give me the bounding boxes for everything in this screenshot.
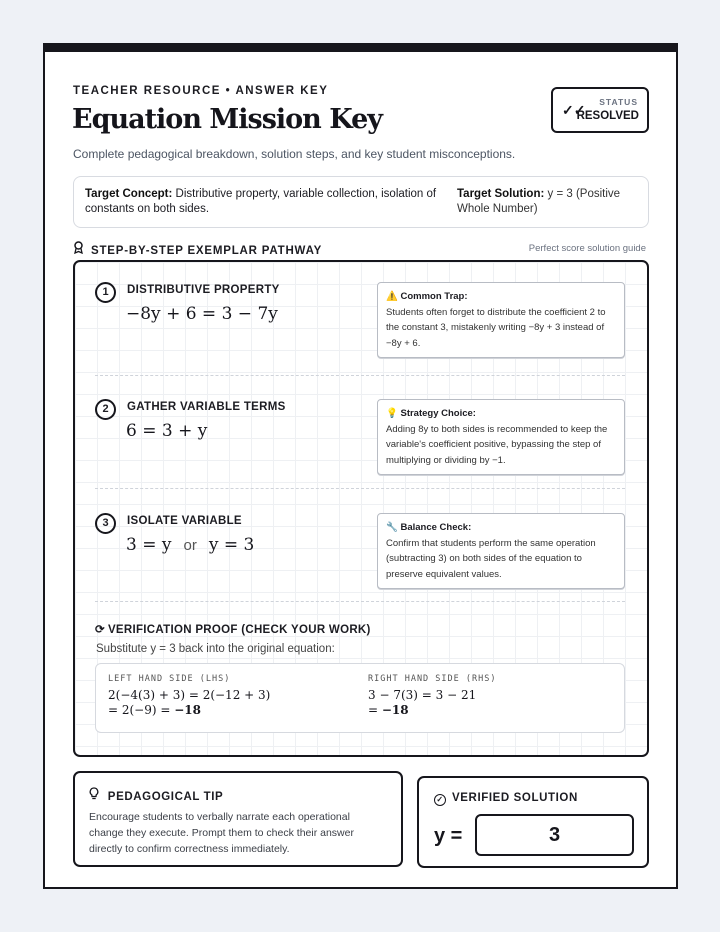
divider: [95, 601, 625, 602]
status-label: STATUS: [599, 97, 638, 107]
lhs-column: [108, 674, 270, 718]
status-badge: [551, 87, 649, 133]
status-value: RESOLVED: [576, 110, 639, 122]
equation-a: 3 = y: [126, 535, 172, 555]
pathway-title: STEP-BY-STEP EXEMPLAR PATHWAY: [91, 245, 323, 257]
note-text: Confirm that students perform the same operation (subtracting 3) on both sides of the equation to preserve equivalent values.: [386, 537, 596, 580]
balance-check-note: [377, 513, 625, 589]
step-title: ISOLATE VARIABLE: [127, 515, 242, 527]
rhs-label: RIGHT HAND SIDE (RHS): [368, 674, 497, 684]
target-concept: [85, 187, 440, 217]
award-icon: [73, 241, 87, 257]
verification-title: VERIFICATION PROOF (CHECK YOUR WORK): [107, 624, 371, 636]
page-subtitle: Complete pedagogical breakdown, solution steps, and key student misconceptions.: [73, 147, 516, 161]
page-title: Equation Mission Key: [72, 104, 382, 135]
verified-solution-card: [417, 776, 649, 868]
step-number: 3: [95, 513, 116, 534]
divider: [95, 375, 625, 376]
pathway-heading: [73, 241, 322, 257]
concept-box: [73, 176, 649, 228]
step-equation: [126, 535, 254, 555]
step-equation: 6 = 3 + y: [126, 421, 208, 441]
pathway-panel: [73, 260, 649, 757]
pedagogical-tip-card: [73, 771, 403, 867]
note-text: Students often forget to distribute the coefficient 2 to the constant 3, mistakenly writing −8y + 3 instead of −8y + 6.: [386, 306, 606, 349]
verification-box: [95, 663, 625, 733]
tip-heading: [89, 787, 387, 803]
rhs-line-2-prefix: =: [368, 703, 382, 717]
note-text: Adding 8y to both sides is recommended to keep the variable's coefficient positive, bypassing the step of multiplying or dividing by −1.: [386, 423, 608, 466]
target-concept-text: Distributive property, variable collection, isolation of constants on both sides.: [85, 188, 437, 215]
lhs-label: LEFT HAND SIDE (LHS): [108, 674, 231, 684]
strategy-note: [377, 399, 625, 475]
lhs-line-2: [108, 703, 270, 718]
lhs-result: −18: [174, 703, 202, 717]
divider: [95, 488, 625, 489]
tip-title: PEDAGOGICAL TIP: [107, 791, 224, 803]
lightbulb-icon: 💡: [386, 408, 398, 419]
double-check-icon: ✓✓: [562, 102, 586, 118]
refresh-icon: ⟳: [95, 624, 105, 636]
equation-or: or: [183, 537, 197, 554]
lhs-line-1: 2(−4(3) + 3) = 2(−12 + 3): [108, 688, 271, 702]
verification-heading: [95, 622, 371, 636]
note-title: Strategy Choice:: [400, 408, 476, 419]
target-solution-text: y = 3 (Positive Whole Number): [457, 188, 621, 215]
check-circle-icon: ✓: [434, 794, 446, 806]
rhs-column: [368, 674, 496, 718]
note-title: Balance Check:: [400, 522, 472, 533]
step-number: 1: [95, 282, 116, 303]
common-trap-note: [377, 282, 625, 358]
lightbulb-icon: [89, 791, 103, 803]
target-solution-label: Target Solution:: [457, 188, 545, 200]
step-title: DISTRIBUTIVE PROPERTY: [127, 284, 280, 296]
kicker: TEACHER RESOURCE • ANSWER KEY: [73, 85, 329, 97]
rhs-line-2: [368, 703, 496, 718]
target-concept-label: Target Concept:: [85, 188, 173, 200]
warning-icon: ⚠️: [386, 291, 398, 302]
solution-heading: [434, 792, 578, 806]
step-number: 2: [95, 399, 116, 420]
step-title: GATHER VARIABLE TERMS: [127, 401, 286, 413]
answer-key-page: [43, 43, 678, 889]
rhs-result: −18: [381, 703, 409, 717]
solution-variable: y =: [434, 825, 463, 847]
step-equation: −8y + 6 = 3 − 7y: [126, 304, 278, 324]
solution-title: VERIFIED SOLUTION: [452, 792, 578, 804]
solution-answer: 3: [475, 814, 634, 856]
equation-b: y = 3: [208, 535, 255, 555]
pathway-note: Perfect score solution guide: [528, 243, 646, 254]
target-solution: [457, 187, 642, 217]
verification-subtitle: Substitute y = 3 back into the original equation:: [96, 643, 335, 655]
wrench-icon: 🔧: [386, 522, 398, 533]
tip-body: Encourage students to verbally narrate each operational change they execute. Prompt them to check their answer directly to confirm correctness immediately.: [89, 811, 354, 855]
note-title: Common Trap:: [400, 291, 468, 302]
rhs-line-1: 3 − 7(3) = 3 − 21: [368, 688, 477, 702]
lhs-line-2-prefix: = 2(−9) =: [108, 703, 175, 717]
